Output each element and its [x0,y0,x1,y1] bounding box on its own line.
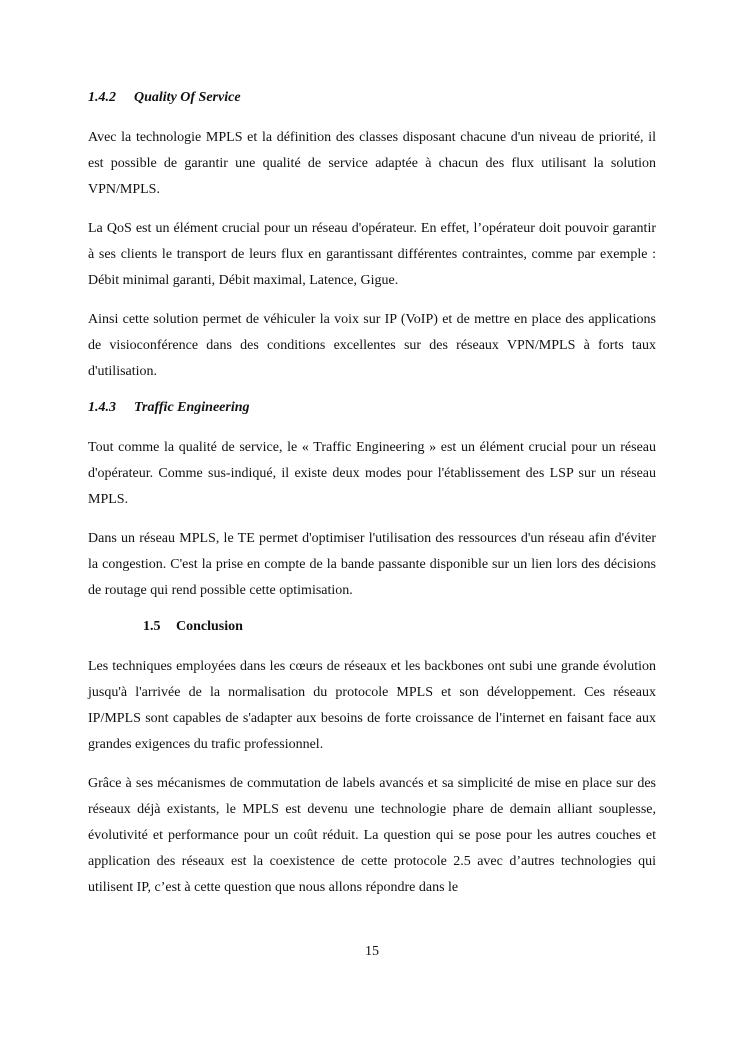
section-number: 1.4.3 [88,400,116,415]
paragraph: La QoS est un élément crucial pour un réseau d'opérateur. En effet, l’opérateur doit pouvoir garantir à ses clients le transport de leurs flux en garantissant différentes contraintes, comme par exemple : Débit minimal garanti, Débit maximal, Latence, Gigue. [88,221,656,288]
section-number: 1.5 [143,619,161,634]
paragraph: Tout comme la qualité de service, le « Traffic Engineering » est un élément crucial pour un réseau d'opérateur. Comme sus-indiqué, il existe deux modes pour l'établissement des LSP sur un réseau MPLS. [88,440,656,507]
section-heading-1-5 [143,617,656,637]
section-heading-1-4-2 [88,88,656,108]
section-title: Conclusion [176,619,243,634]
page-content [88,88,656,901]
section-number: 1.4.2 [88,90,116,105]
paragraph: Grâce à ses mécanismes de commutation de labels avancés et sa simplicité de mise en place sur des réseaux déjà existants, le MPLS est devenu une technologie phare de demain alliant souplesse, évolutivité et performance pour un coût réduit. La question qui se pose pour les autres couches et application des réseaux est la coexistence de cette protocole 2.5 avec d’autres technologies qui utilisent IP, c’est à cette question que nous allons répondre dans le [88,776,656,895]
paragraph: Dans un réseau MPLS, le TE permet d'optimiser l'utilisation des ressources d'un réseau afin d'éviter la congestion. C'est la prise en compte de la bande passante disponible sur un lien lors des décisions de routage qui rend possible cette optimisation. [88,531,656,598]
paragraph: Ainsi cette solution permet de véhiculer la voix sur IP (VoIP) et de mettre en place des applications de visioconférence dans des conditions excellentes sur des réseaux VPN/MPLS à forts taux d'utilisation. [88,312,656,379]
paragraph: Avec la technologie MPLS et la définition des classes disposant chacune d'un niveau de priorité, il est possible de garantir une qualité de service adaptée à chacun des flux utilisant la solution VPN/MPLS. [88,130,656,197]
section-title: Traffic Engineering [134,400,250,415]
section-heading-1-4-3 [88,398,656,418]
section-title: Quality Of Service [134,90,241,105]
page-number: 15 [365,944,379,959]
paragraph: Les techniques employées dans les cœurs de réseaux et les backbones ont subi une grande évolution jusqu'à l'arrivée de la normalisation du protocole MPLS et son développement. Ces réseaux IP/MPLS sont capables de s'adapter aux besoins de forte croissance de l'internet en faisant face aux grandes exigences du trafic professionnel. [88,659,656,752]
